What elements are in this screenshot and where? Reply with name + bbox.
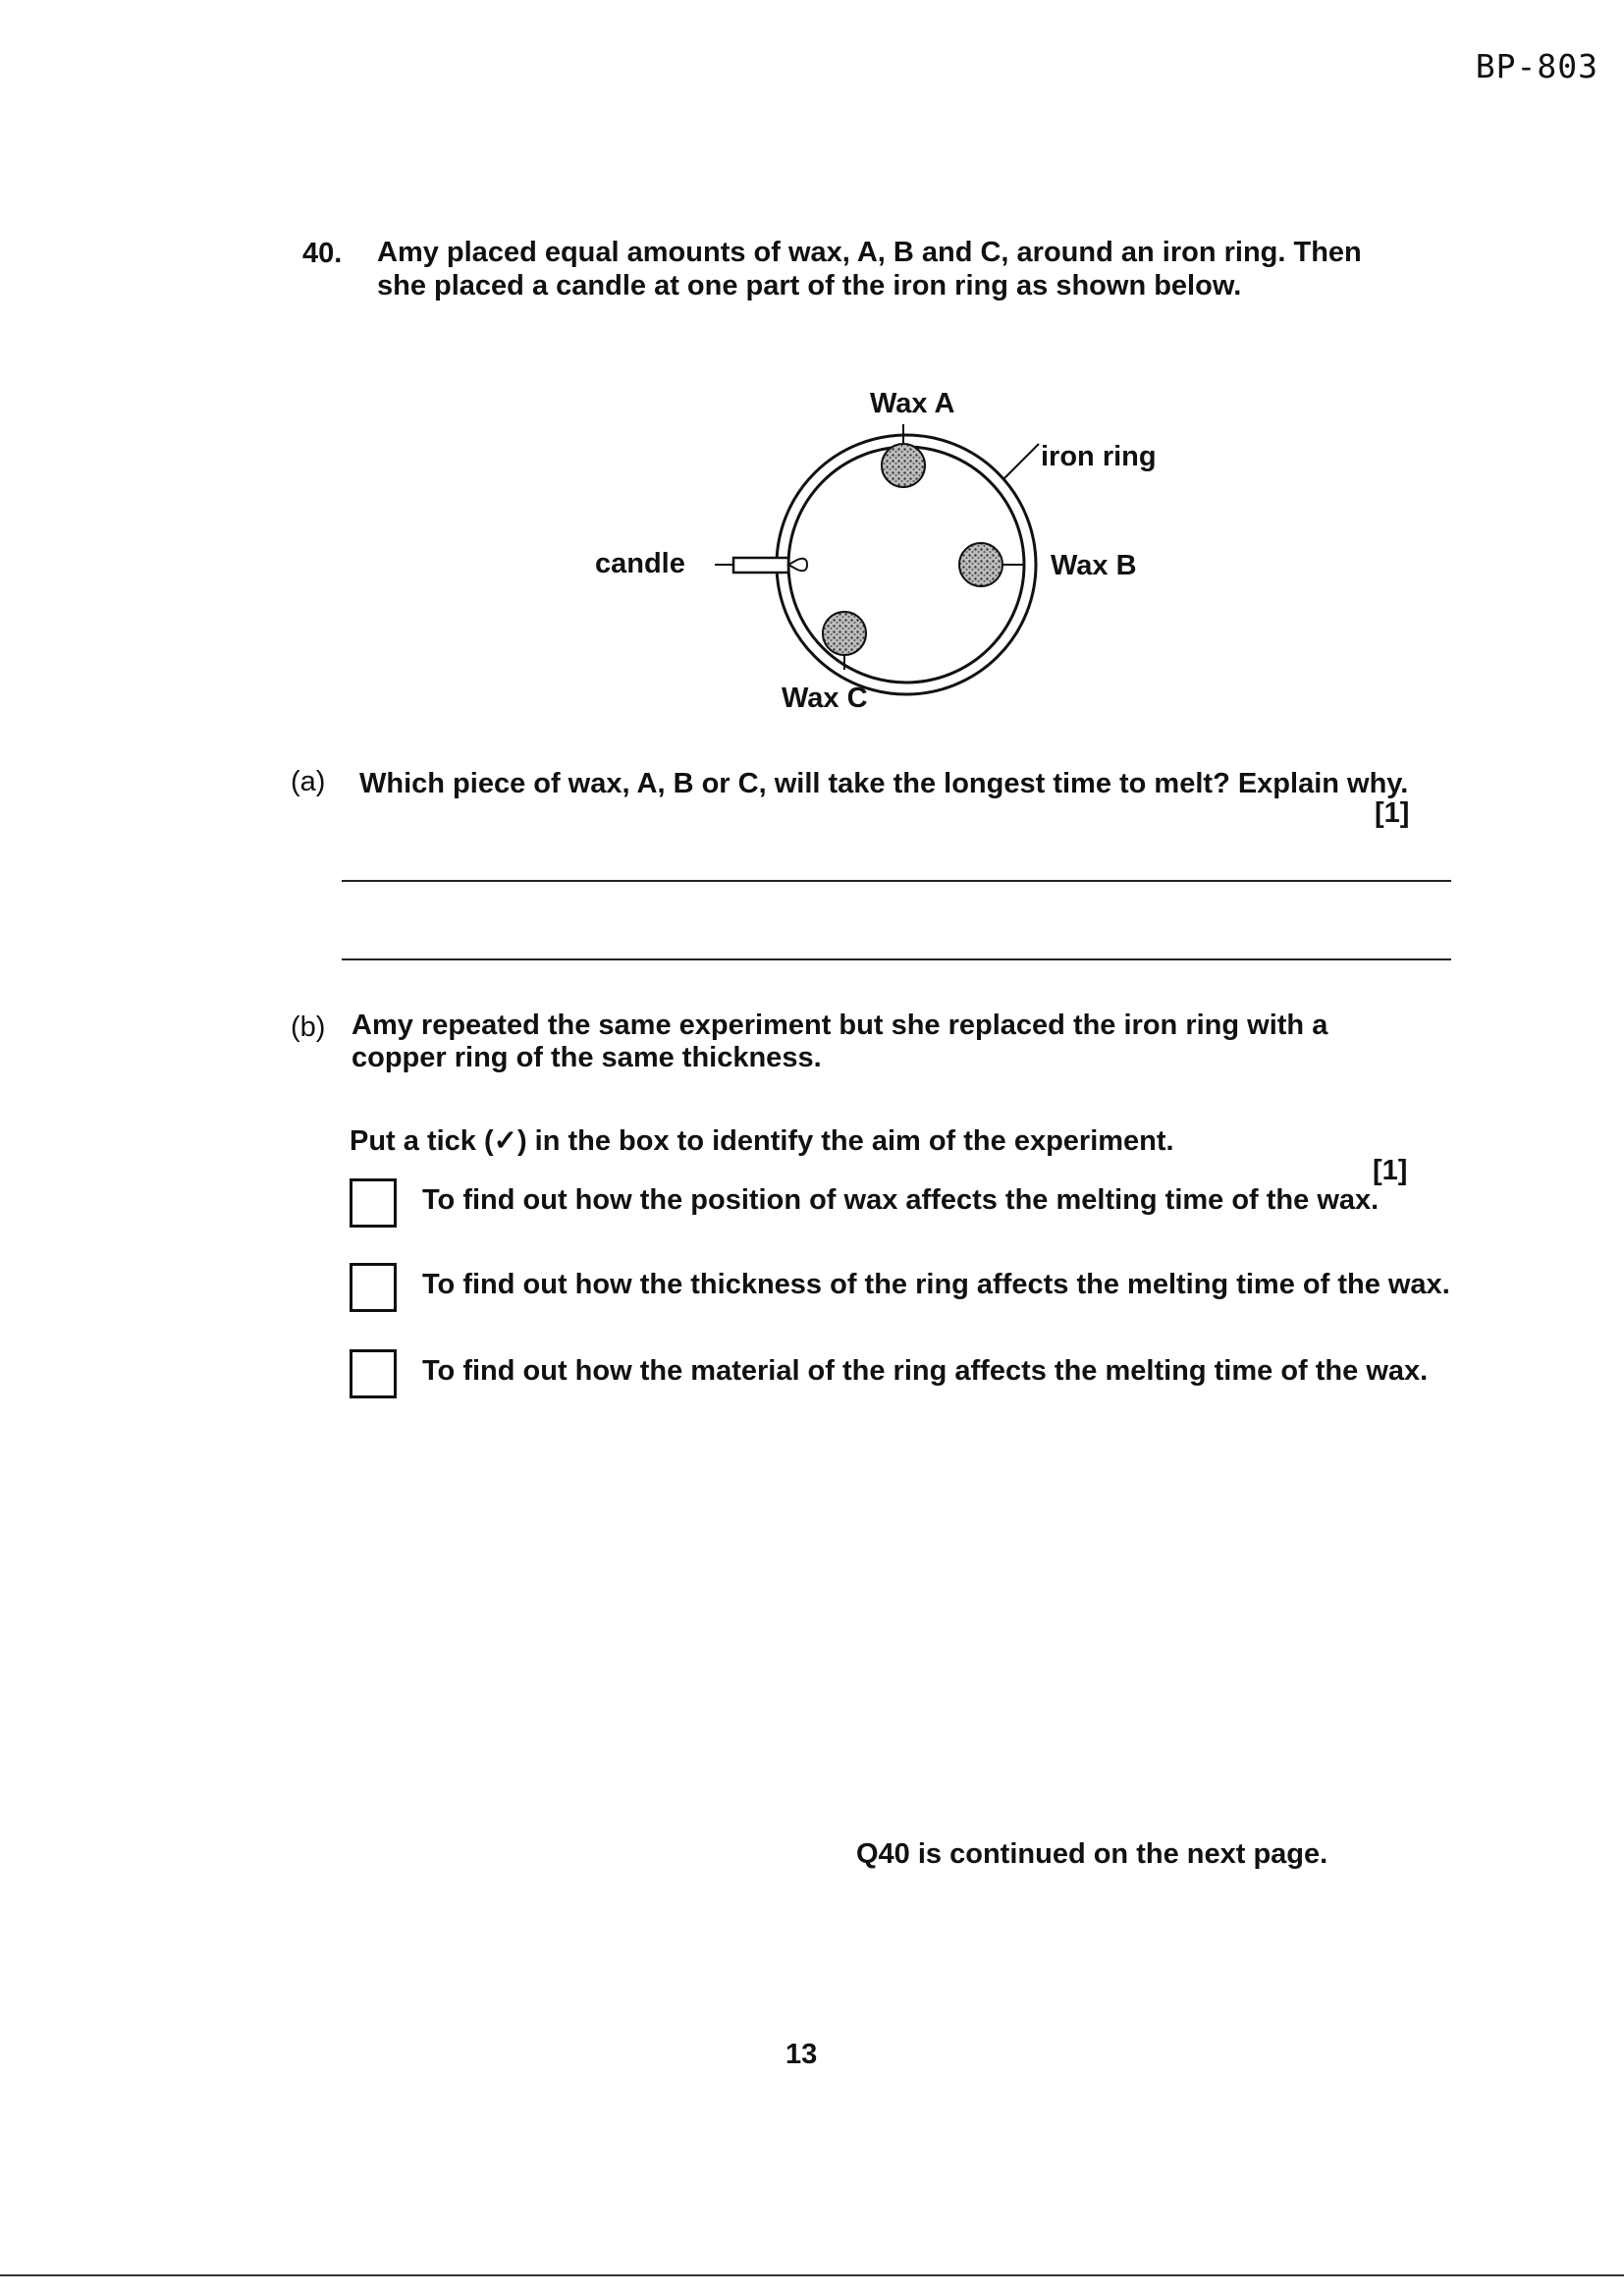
candle-icon (715, 558, 807, 573)
part-a-marks: [1] (1375, 797, 1410, 829)
label-candle: candle (595, 548, 685, 579)
tick-box-thickness[interactable] (350, 1263, 397, 1312)
part-b-label: (b) (291, 1011, 326, 1043)
label-wax-c: Wax C (782, 683, 868, 714)
part-b-text: Amy repeated the same experiment but she replaced the iron ring with a copper ring of the same thickness. (352, 1010, 1328, 1073)
footer-rule (0, 2274, 1624, 2276)
option-text-position: To find out how the position of wax affects the melting time of the wax. (422, 1184, 1380, 1216)
answer-line-1[interactable] (342, 880, 1451, 882)
part-b-marks: [1] (1373, 1155, 1408, 1186)
option-row-thickness (350, 1263, 1450, 1322)
tick-box-material[interactable] (350, 1349, 397, 1398)
option-row-position (350, 1178, 1430, 1237)
part-a-text: Which piece of wax, A, B or C, will take the longest time to melt? Explain why. (359, 768, 1409, 799)
wax-b-icon (959, 543, 1023, 586)
wax-a-icon (882, 424, 925, 487)
question-number: 40. (302, 238, 343, 269)
label-iron-ring: iron ring (1041, 441, 1157, 472)
tick-box-position[interactable] (350, 1178, 397, 1228)
paper-code: BP-803 (1475, 47, 1598, 85)
label-wax-a: Wax A (870, 388, 955, 419)
option-text-thickness: To find out how the thickness of the ring affects the melting time of the wax. (422, 1269, 1450, 1300)
wax-c-icon (823, 612, 866, 670)
option-text-material: To find out how the material of the ring affects the melting time of the wax. (422, 1355, 1429, 1387)
answer-line-2[interactable] (342, 958, 1451, 960)
page-number: 13 (785, 2039, 818, 2070)
iron-ring-pointer (1003, 444, 1039, 479)
option-row-material (350, 1349, 1430, 1408)
diagram-svg (579, 383, 1168, 717)
continued-note: Q40 is continued on the next page. (856, 1838, 1328, 1870)
part-a-label: (a) (291, 766, 326, 797)
part-b-instruction: Put a tick (✓) in the box to identify the aim of the experiment. (350, 1125, 1174, 1157)
label-wax-b: Wax B (1051, 550, 1137, 581)
iron-ring-diagram (579, 383, 1168, 717)
question-text: Amy placed equal amounts of wax, A, B and C, around an iron ring. Then she placed a candle at one part of the iron ring as shown below. (377, 237, 1362, 301)
